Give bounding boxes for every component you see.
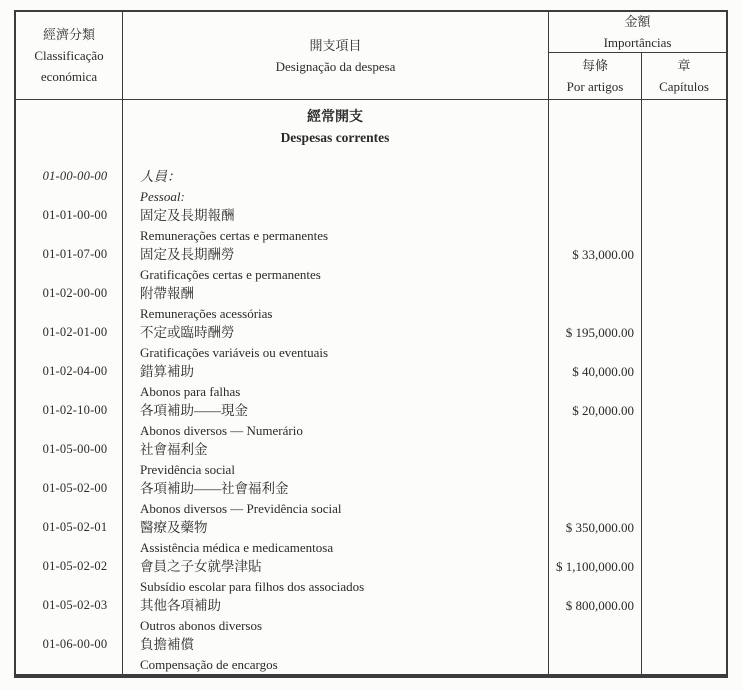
header-per-articles-pt: Por artigos [566,79,624,94]
entry-amount-chapter [641,323,726,362]
entry-amount-per-article: $ 20,000.00 [572,403,634,418]
section-heading-text [122,108,548,147]
entry-description [122,479,548,518]
header-amount-group [548,12,726,53]
entry-amount-per-article: $ 40,000.00 [572,364,634,379]
entry-code: 01-05-02-00 [42,481,108,495]
entry-amount-per-article: $ 800,000.00 [565,598,634,613]
entry-description [122,245,548,284]
entry-description [122,440,548,479]
entry-description-zh: 會員之子女就學津貼 [140,559,262,574]
entry-amount-chapter [641,284,726,323]
entry-amount-per-article: $ 350,000.00 [565,520,634,535]
entry-description-zh: 其他各項補助 [140,598,221,613]
entry-code: 01-02-00-00 [42,286,108,300]
entry-amount-per-article [548,284,641,323]
section-heading-code-cell [16,108,122,147]
entry-amount-chapter [641,518,726,557]
entry-description-pt: Remunerações acessórias [140,305,273,321]
entry-amount-chapter [641,206,726,245]
entry-description-pt: Abonos diversos — Numerário [140,422,303,438]
section-heading-pt: Despesas correntes [280,129,390,145]
entry-description-zh: 人員： [140,169,181,184]
entry-description-pt: Compensação de encargos [140,656,278,672]
entry-description-zh: 附帶報酬 [140,286,194,301]
entry-description-zh: 社會福利金 [140,442,208,457]
entry-amount-per-article [548,206,641,245]
entry-description [122,557,548,596]
entry-description [122,635,548,674]
entry-amount-per-article [548,440,641,479]
entry-description-pt: Gratificações variáveis ou eventuais [140,344,329,360]
entry-code: 01-02-04-00 [42,364,108,378]
entry-code: 01-05-02-03 [42,598,108,612]
budget-table [14,10,728,678]
entry-amount-per-article: $ 33,000.00 [572,247,634,262]
entry-description-zh: 固定及長期報酬 [140,208,235,223]
entry-code: 01-02-10-00 [42,403,108,417]
table-header [16,12,726,100]
entry-description [122,518,548,557]
entry-description-pt: Abonos para falhas [140,383,241,399]
entry-description-pt: Outros abonos diversos [140,617,263,633]
entry-code: 01-02-01-00 [42,325,108,339]
entry-amount-per-article [548,167,641,206]
header-amount-zh: 金額 [624,14,651,29]
header-designation-zh: 開支項目 [309,37,362,53]
entry-description-pt: Assistência médica e medicamentosa [140,539,334,555]
entry-description-zh: 錯算補助 [140,364,194,379]
entry-amount-per-article [548,479,641,518]
column-divider [122,100,123,674]
entry-description [122,284,548,323]
entry-amount-chapter [641,557,726,596]
entry-description-pt: Subsídio escolar para filhos dos associados [140,578,365,594]
entry-description [122,167,548,206]
header-chapters-zh: 章 [677,58,691,73]
section-heading-zh: 經常開支 [307,110,363,125]
entry-description-zh: 各項補助——現金 [140,403,248,418]
entry-code: 01-06-00-00 [42,637,108,651]
entry-description [122,596,548,635]
entry-code: 01-05-00-00 [42,442,108,456]
entry-description-zh: 各項補助——社會福利金 [140,481,289,496]
header-amount-pt: Importâncias [603,35,672,50]
entry-description-zh: 不定或臨時酬勞 [140,325,235,340]
entry-amount-per-article: $ 1,100,000.00 [556,559,634,574]
header-economic-pt-line1: Classificação [34,48,104,63]
entry-description [122,206,548,245]
entry-description-pt: Previdência social [140,461,235,477]
entry-description [122,323,548,362]
entry-amount-chapter [641,245,726,284]
entry-description [122,401,548,440]
entry-amount-chapter [641,167,726,206]
entry-description [122,362,548,401]
entry-amount-per-article [548,635,641,674]
entry-code: 01-01-07-00 [42,247,108,261]
entry-code: 01-01-00-00 [42,208,108,222]
header-chapters [641,53,726,99]
entry-description-pt: Pessoal: [140,188,185,204]
header-economic-zh: 經濟分類 [42,27,95,42]
entry-amount-chapter [641,362,726,401]
entry-amount-per-article: $ 195,000.00 [565,325,634,340]
entry-description-pt: Gratificações certas e permanentes [140,266,321,282]
entry-code: 01-05-02-01 [42,520,108,534]
column-divider [641,100,642,674]
header-expense-designation [122,12,548,99]
entry-amount-chapter [641,635,726,674]
entry-code: 01-00-00-00 [42,169,108,183]
header-per-articles [548,53,641,99]
entry-description-pt: Abonos diversos — Previdência social [140,500,342,516]
column-divider [548,100,549,674]
entry-amount-chapter [641,440,726,479]
entry-code: 01-05-02-02 [42,559,108,573]
header-economic-pt-line2: económica [40,69,98,84]
table-body [16,100,726,674]
header-designation-pt: Designação da despesa [275,58,396,74]
header-economic-classification [16,12,122,99]
header-chapters-pt: Capítulos [659,79,709,94]
entry-description-zh: 負擔補償 [140,637,194,652]
entry-amount-chapter [641,479,726,518]
entry-amount-chapter [641,401,726,440]
entry-amount-chapter [641,596,726,635]
header-per-articles-zh: 每條 [581,58,608,73]
entry-description-zh: 醫療及藥物 [140,520,208,535]
entry-description-pt: Remunerações certas e permanentes [140,227,329,243]
entry-description-zh: 固定及長期酬勞 [140,247,235,262]
